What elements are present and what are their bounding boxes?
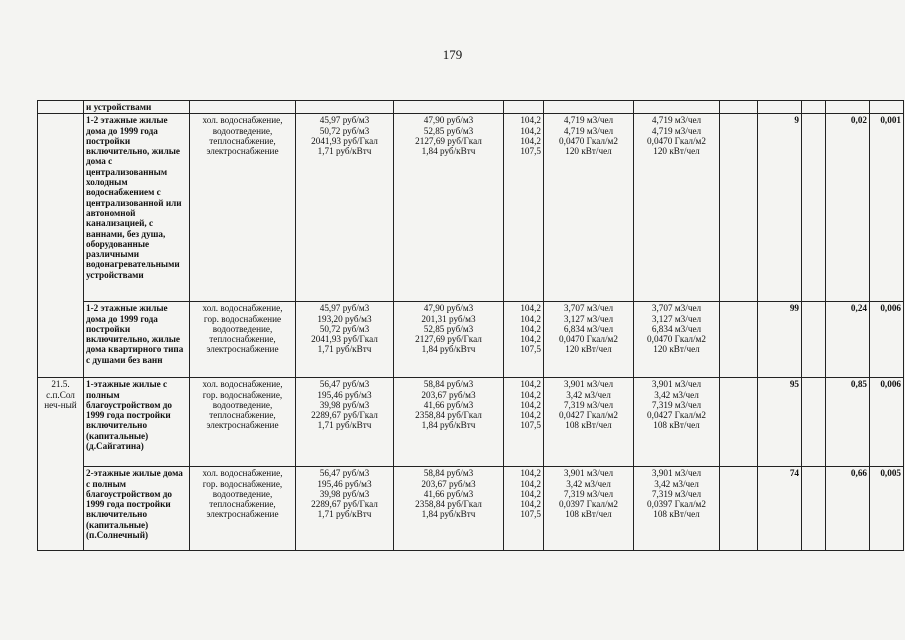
cell-line: 104,2 <box>520 379 541 390</box>
share-cell: 0,24 <box>826 302 870 378</box>
count-cell: 74 <box>758 467 802 551</box>
cell-line: 3,707 м3/чел <box>563 303 614 314</box>
cell-line: 0,0470 Гкал/м2 <box>647 334 706 345</box>
cell-line: 56,47 руб/м3 <box>319 468 370 479</box>
cell-line: электроснабжение <box>206 509 279 520</box>
cell-line: 3,127 м3/чел <box>651 313 702 324</box>
empty-cell <box>296 101 394 114</box>
tariff-new-cell <box>394 302 504 378</box>
cell-line: 104,2 <box>520 303 541 314</box>
cell-line: 0,0397 Гкал/м2 <box>559 499 618 510</box>
cell-line: водоотведение, <box>212 488 273 499</box>
tariff-current-cell <box>296 378 394 467</box>
services-cell <box>190 114 296 302</box>
services-cell <box>190 467 296 551</box>
cell-line: 1,84 руб/кВтч <box>421 146 476 157</box>
index-cell <box>504 302 544 378</box>
tariff-new-cell <box>394 467 504 551</box>
empty-cell <box>394 101 504 114</box>
cell-line: 3,901 м3/чел <box>563 468 614 479</box>
settlement-cell: 21.5. с.п.Сол неч-ный <box>38 378 84 551</box>
index-cell <box>504 114 544 302</box>
empty-cell <box>634 101 720 114</box>
cell-line: 0,0470 Гкал/м2 <box>559 334 618 345</box>
count-cell: 95 <box>758 378 802 467</box>
cell-line: 3,42 м3/чел <box>566 478 611 489</box>
empty-cell <box>720 101 758 114</box>
cell-line: 193,20 руб/м3 <box>317 313 372 324</box>
cell-line: 3,127 м3/чел <box>563 313 614 324</box>
cell-line: 104,2 <box>520 115 541 126</box>
cell-line: 47,90 руб/м3 <box>423 115 474 126</box>
norm-new-cell <box>634 467 720 551</box>
cell-line: 4,719 м3/чел <box>563 125 614 136</box>
cell-line: 104,2 <box>520 125 541 136</box>
cell-line: 0,0427 Гкал/м2 <box>647 410 706 421</box>
cell-line: 107,5 <box>520 420 541 431</box>
empty-cell <box>802 101 826 114</box>
cell-line: 195,46 руб/м3 <box>317 478 372 489</box>
cell-line: гор. водоснабжение, <box>202 478 283 489</box>
cell-line: 104,2 <box>520 499 541 510</box>
cell-line: 107,5 <box>520 509 541 520</box>
cell-line: гор. водоснабжение, <box>202 389 283 400</box>
cell-line: 120 кВт/чел <box>565 146 612 157</box>
tariff-new-cell <box>394 114 504 302</box>
empty-cell <box>544 101 634 114</box>
empty-cell <box>190 101 296 114</box>
share-cell: 0,005 <box>870 467 904 551</box>
cell-line: хол. водоснабжение, <box>202 379 283 390</box>
cell-line: 2358,84 руб/Гкал <box>415 410 482 421</box>
category-cell: и устройствами <box>84 101 190 114</box>
cell-line: теплоснабжение, <box>209 334 276 345</box>
cell-line: 1,84 руб/кВтч <box>421 509 476 520</box>
share-cell: 0,66 <box>826 467 870 551</box>
settlement-cell <box>38 114 84 378</box>
cell-line: 52,85 руб/м3 <box>423 125 474 136</box>
cell-line: 58,84 руб/м3 <box>423 468 474 479</box>
index-cell <box>504 467 544 551</box>
cell-line: 3,901 м3/чел <box>651 379 702 390</box>
cell-line: 107,5 <box>520 344 541 355</box>
cell-line: 3,901 м3/чел <box>563 379 614 390</box>
cell-line: 108 кВт/чел <box>653 509 700 520</box>
cell-line: 107,5 <box>520 146 541 157</box>
cell-line: 104,2 <box>520 478 541 489</box>
empty-cell <box>802 378 826 467</box>
cell-line: 120 кВт/чел <box>565 344 612 355</box>
empty-cell <box>802 467 826 551</box>
cell-line: гор. водоснабжение <box>203 313 282 324</box>
cell-line: 195,46 руб/м3 <box>317 389 372 400</box>
cell-line: электроснабжение <box>206 420 279 431</box>
cell-line: 3,42 м3/чел <box>654 389 699 400</box>
cell-line: 7,319 м3/чел <box>563 399 614 410</box>
cell-line: 104,2 <box>520 313 541 324</box>
cell-line: 108 кВт/чел <box>565 420 612 431</box>
cell-line: водоотведение, <box>212 399 273 410</box>
table-row <box>38 378 904 467</box>
count-cell: 99 <box>758 302 802 378</box>
cell-line: 2041,93 руб/Гкал <box>311 334 378 345</box>
share-cell: 0,02 <box>826 114 870 302</box>
table-body <box>38 101 904 551</box>
cell-line: 56,47 руб/м3 <box>319 379 370 390</box>
cell-line: 201,31 руб/м3 <box>421 313 476 324</box>
norm-current-cell <box>544 378 634 467</box>
cell-line: 3,42 м3/чел <box>654 478 699 489</box>
cell-line: 104,2 <box>520 334 541 345</box>
cell-line: 104,2 <box>520 399 541 410</box>
cell-line: 104,2 <box>520 323 541 334</box>
cell-line: хол. водоснабжение, <box>202 468 283 479</box>
cell-line: 39,98 руб/м3 <box>319 399 370 410</box>
cell-line: 4,719 м3/чел <box>563 115 614 126</box>
empty-cell <box>720 114 758 302</box>
cell-line: 52,85 руб/м3 <box>423 323 474 334</box>
cell-line: 2127,69 руб/Гкал <box>415 334 482 345</box>
count-cell: 9 <box>758 114 802 302</box>
cell-line: 1,71 руб/кВтч <box>317 344 372 355</box>
norm-current-cell <box>544 467 634 551</box>
cell-line: водоотведение, <box>212 323 273 334</box>
norm-new-cell <box>634 114 720 302</box>
norm-current-cell <box>544 114 634 302</box>
share-cell: 0,85 <box>826 378 870 467</box>
empty-cell <box>720 378 758 467</box>
cell-line: 104,2 <box>520 488 541 499</box>
cell-line: 45,97 руб/м3 <box>319 115 370 126</box>
cell-line: 108 кВт/чел <box>653 420 700 431</box>
empty-cell <box>758 101 802 114</box>
table-row <box>38 114 904 302</box>
tariff-current-cell <box>296 467 394 551</box>
cell-line: 1,71 руб/кВтч <box>317 420 372 431</box>
cell-line: 1,84 руб/кВтч <box>421 420 476 431</box>
empty-cell <box>802 114 826 302</box>
tariff-new-cell <box>394 378 504 467</box>
cell-line: 104,2 <box>520 468 541 479</box>
cell-line: 7,319 м3/чел <box>651 488 702 499</box>
cell-line: 50,72 руб/м3 <box>319 125 370 136</box>
cell-line: 2358,84 руб/Гкал <box>415 499 482 510</box>
cell-line: водоотведение, <box>212 125 273 136</box>
cell-line: хол. водоснабжение, <box>202 115 283 126</box>
page-number: 179 <box>442 47 463 62</box>
norm-current-cell <box>544 302 634 378</box>
cell-line: 1,71 руб/кВтч <box>317 509 372 520</box>
cell-line: 3,42 м3/чел <box>566 389 611 400</box>
cell-line: 41,66 руб/м3 <box>423 488 474 499</box>
cell-line: 104,2 <box>520 389 541 400</box>
table-row <box>38 302 904 378</box>
cell-line: 1,84 руб/кВтч <box>421 344 476 355</box>
cell-line: 7,319 м3/чел <box>563 488 614 499</box>
norm-new-cell <box>634 302 720 378</box>
cell-line: 6,834 м3/чел <box>563 323 614 334</box>
cell-line: хол. водоснабжение, <box>202 303 283 314</box>
cell-line: 2127,69 руб/Гкал <box>415 135 482 146</box>
cell-line: 108 кВт/чел <box>565 509 612 520</box>
cell-line: 203,67 руб/м3 <box>421 389 476 400</box>
cell-line: электроснабжение <box>206 146 279 157</box>
index-cell <box>504 378 544 467</box>
cell-line: 203,67 руб/м3 <box>421 478 476 489</box>
empty-cell <box>720 467 758 551</box>
empty-cell <box>802 302 826 378</box>
category-cell: 1-2 этажные жилые дома до 1999 года постройки включительно, жилые дома с централизованным холодным водоснабжением с централизованной или автономной канализацией, с ваннами, без душа, оборудованные различными водонагревательными устройствами <box>84 114 190 302</box>
services-cell <box>190 378 296 467</box>
cell-line: 39,98 руб/м3 <box>319 488 370 499</box>
cell-line: 45,97 руб/м3 <box>319 303 370 314</box>
cell-line: 0,0470 Гкал/м2 <box>559 135 618 146</box>
cell-line: 1,71 руб/кВтч <box>317 146 372 157</box>
cell-line: 50,72 руб/м3 <box>319 323 370 334</box>
cell-line: 0,0427 Гкал/м2 <box>559 410 618 421</box>
tariff-table <box>37 100 904 551</box>
cell-line: 0,0470 Гкал/м2 <box>647 135 706 146</box>
table-row <box>38 101 904 114</box>
cell-line: 0,0397 Гкал/м2 <box>647 499 706 510</box>
cell-line: 4,719 м3/чел <box>651 125 702 136</box>
cell-line: 2289,67 руб/Гкал <box>311 499 378 510</box>
cell-line: 104,2 <box>520 135 541 146</box>
empty-cell <box>720 302 758 378</box>
category-cell: 1-2 этажные жилые дома до 1999 года постройки включительно, жилые дома квартирного типа с душами без ванн <box>84 302 190 378</box>
cell-line: 120 кВт/чел <box>653 146 700 157</box>
tariff-current-cell <box>296 302 394 378</box>
share-cell: 0,001 <box>870 114 904 302</box>
cell-line: 58,84 руб/м3 <box>423 379 474 390</box>
cell-line: 3,901 м3/чел <box>651 468 702 479</box>
empty-cell <box>870 101 904 114</box>
cell-line: 2289,67 руб/Гкал <box>311 410 378 421</box>
cell-line: электроснабжение <box>206 344 279 355</box>
cell-line: 120 кВт/чел <box>653 344 700 355</box>
norm-new-cell <box>634 378 720 467</box>
cell-line: 2041,93 руб/Гкал <box>311 135 378 146</box>
cell-line: теплоснабжение, <box>209 410 276 421</box>
cell-line: теплоснабжение, <box>209 135 276 146</box>
settlement-cell <box>38 101 84 114</box>
cell-line: 6,834 м3/чел <box>651 323 702 334</box>
tariff-current-cell <box>296 114 394 302</box>
cell-line: теплоснабжение, <box>209 499 276 510</box>
cell-line: 104,2 <box>520 410 541 421</box>
cell-line: 3,707 м3/чел <box>651 303 702 314</box>
services-cell <box>190 302 296 378</box>
share-cell: 0,006 <box>870 302 904 378</box>
empty-cell <box>504 101 544 114</box>
cell-line: 7,319 м3/чел <box>651 399 702 410</box>
empty-cell <box>826 101 870 114</box>
cell-line: 41,66 руб/м3 <box>423 399 474 410</box>
cell-line: 4,719 м3/чел <box>651 115 702 126</box>
share-cell: 0,006 <box>870 378 904 467</box>
table-row <box>38 467 904 551</box>
cell-line: 47,90 руб/м3 <box>423 303 474 314</box>
category-cell: 1-этажные жилые с полным благоустройством до 1999 года постройки включительно (капитальные) (д.Сайгатина) <box>84 378 190 467</box>
category-cell: 2-этажные жилые дома с полным благоустройством до 1999 года постройки включительно (капитальные) (п.Солнечный) <box>84 467 190 551</box>
